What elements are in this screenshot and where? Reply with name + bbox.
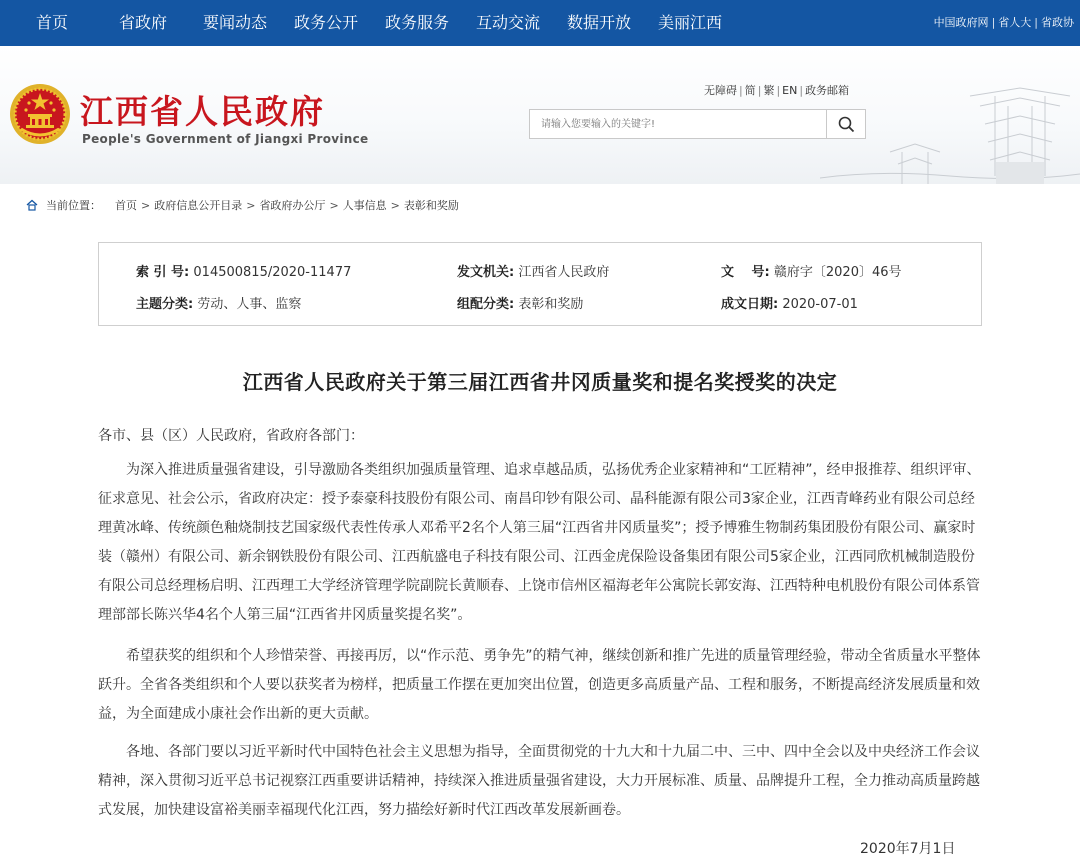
meta-topic-value: 劳动、人事、监察 [197,297,302,312]
link-simplified[interactable]: 简 [744,84,756,97]
breadcrumb-personnel-info[interactable]: 人事信息 [342,199,387,212]
meta-date-label: 成文日期: [721,297,779,312]
meta-issuer-label: 发文机关: [457,265,515,280]
breadcrumb-label: 当前位置： [46,199,101,212]
link-gov-mailbox[interactable]: 政务邮箱 [805,84,850,97]
document-meta-box [98,242,982,326]
nav-item-gov-affairs-public[interactable]: 政务公开 [294,13,359,32]
link-provincial-congress[interactable]: 省人大 [998,16,1032,29]
meta-category [457,293,583,312]
link-provincial-cppcc[interactable]: 省政协 [1041,16,1074,29]
meta-docno-label: 文 号: [721,265,770,280]
top-nav [0,0,1080,46]
meta-date [721,293,858,312]
breadcrumb-home[interactable]: 首页 [115,199,137,212]
meta-docno [721,261,902,280]
nav-item-beautiful-jiangxi[interactable]: 美丽江西 [658,13,723,32]
meta-issuer [457,261,609,280]
breadcrumb: 当前位置： 首页 > 政府信息公开目录 > 省政府办公厅 > 人事信息 > 表彰和奖励 [26,197,459,213]
nav-item-gov-services[interactable]: 政务服务 [385,13,450,32]
breadcrumb-general-office[interactable]: 省政府办公厅 [259,199,326,212]
meta-date-value: 2020-07-01 [782,297,858,312]
meta-index [136,261,351,280]
link-china-gov[interactable]: 中国政府网 [933,16,989,29]
nav-item-provincial-gov[interactable]: 省政府 [119,13,168,32]
site-subtitle: People's Government of Jiangxi Province [82,132,369,146]
site-title: 江西省人民政府 [80,92,325,131]
breadcrumb-commendation[interactable]: 表彰和奖励 [403,199,459,212]
breadcrumb-gov-info-catalog[interactable]: 政府信息公开目录 [154,199,243,212]
link-accessibility[interactable]: 无障碍 [704,84,737,97]
meta-docno-value: 赣府字〔2020〕46号 [773,265,902,280]
meta-index-label: 索 引 号: [136,265,190,280]
external-links: 中国政府网 | 省人大 | 省政协 [933,16,1074,29]
document-salutation: 各市、县（区）人民政府，省政府各部门： [98,428,364,444]
meta-topic [136,293,301,312]
meta-category-label: 组配分类: [457,297,515,312]
document-paragraph-1: 为深入推进质量强省建设，引导激励各类组织加强质量管理、追求卓越品质，弘扬优秀企业家精神和“工匠精神”，经申报推荐、组织评审、征求意见、社会公示，省政府决定：授予泰豪科技股份有限公司、南昌印钞有限公司、晶科能源有限公司3家企业，江西青峰药业有限公司总经理黄冰峰、传统颜色釉烧制技艺国家级代表性传承人邓希平2名个人第三届“江西省井冈质量奖”；授予博雅生物制药集团股份有限公司、赢家时装（赣州）有限公司、新余钢铁股份有限公司、江西航盛电子科技有限公司、江西金虎保险设备集团有限公司5家企业，江西同欣机械制造股份有限公司总经理杨启明、江西理工大学经济管理学院副院长黄顺春、上饶市信州区福海老年公寓院长郭安海、江西特种电机股份有限公司体系管理部部长陈兴华4名个人第三届“江西省井冈质量奖提名奖”。 [98,462,981,623]
search-box [529,109,866,139]
document-paragraph-3: 各地、各部门要以习近平新时代中国特色社会主义思想为指导，全面贯彻党的十九大和十九届二中、三中、四中全会以及中央经济工作会议精神，深入贯彻习近平总书记视察江西重要讲话精神，持续深入推进质量强省建设，大力开展标准、质量、品牌提升工程，全力推动高质量跨越式发展，加快建设富裕美丽幸福现代化江西，努力描绘好新时代江西改革发展新画卷。 [98,744,980,818]
national-emblem-icon [9,83,71,145]
nav-item-open-data[interactable]: 数据开放 [567,13,632,32]
document-date: 2020年7月1日 [860,841,956,857]
tower-skyline [820,66,1080,184]
home-icon [26,199,38,211]
nav-item-interaction[interactable]: 互动交流 [476,13,541,32]
meta-category-value: 表彰和奖励 [518,297,584,312]
nav-item-news[interactable]: 要闻动态 [203,13,268,32]
nav-item-home[interactable]: 首页 [36,13,69,32]
meta-issuer-value: 江西省人民政府 [518,265,610,280]
utility-links: 无障碍 | 简 | 繁 | EN | 政务邮箱 [704,84,850,97]
site-header [0,46,1080,184]
search-input[interactable] [530,110,826,138]
link-english[interactable]: EN [782,84,798,97]
meta-topic-label: 主题分类: [136,297,194,312]
document-title: 江西省人民政府关于第三届江西省井冈质量奖和提名奖授奖的决定 [242,370,838,394]
document-paragraph-2: 希望获奖的组织和个人珍惜荣誉、再接再厉，以“作示范、勇争先”的精气神，继续创新和推广先进的质量管理经验，带动全省质量水平整体跃升。全省各类组织和个人要以获奖者为榜样，把质量工作摆在更加突出位置，创造更多高质量产品、工程和服务，不断提高经济发展质量和效益，为全面建成小康社会作出新的更大贡献。 [98,648,981,722]
meta-index-value: 014500815/2020-11477 [193,265,352,280]
link-traditional[interactable]: 繁 [763,84,775,97]
